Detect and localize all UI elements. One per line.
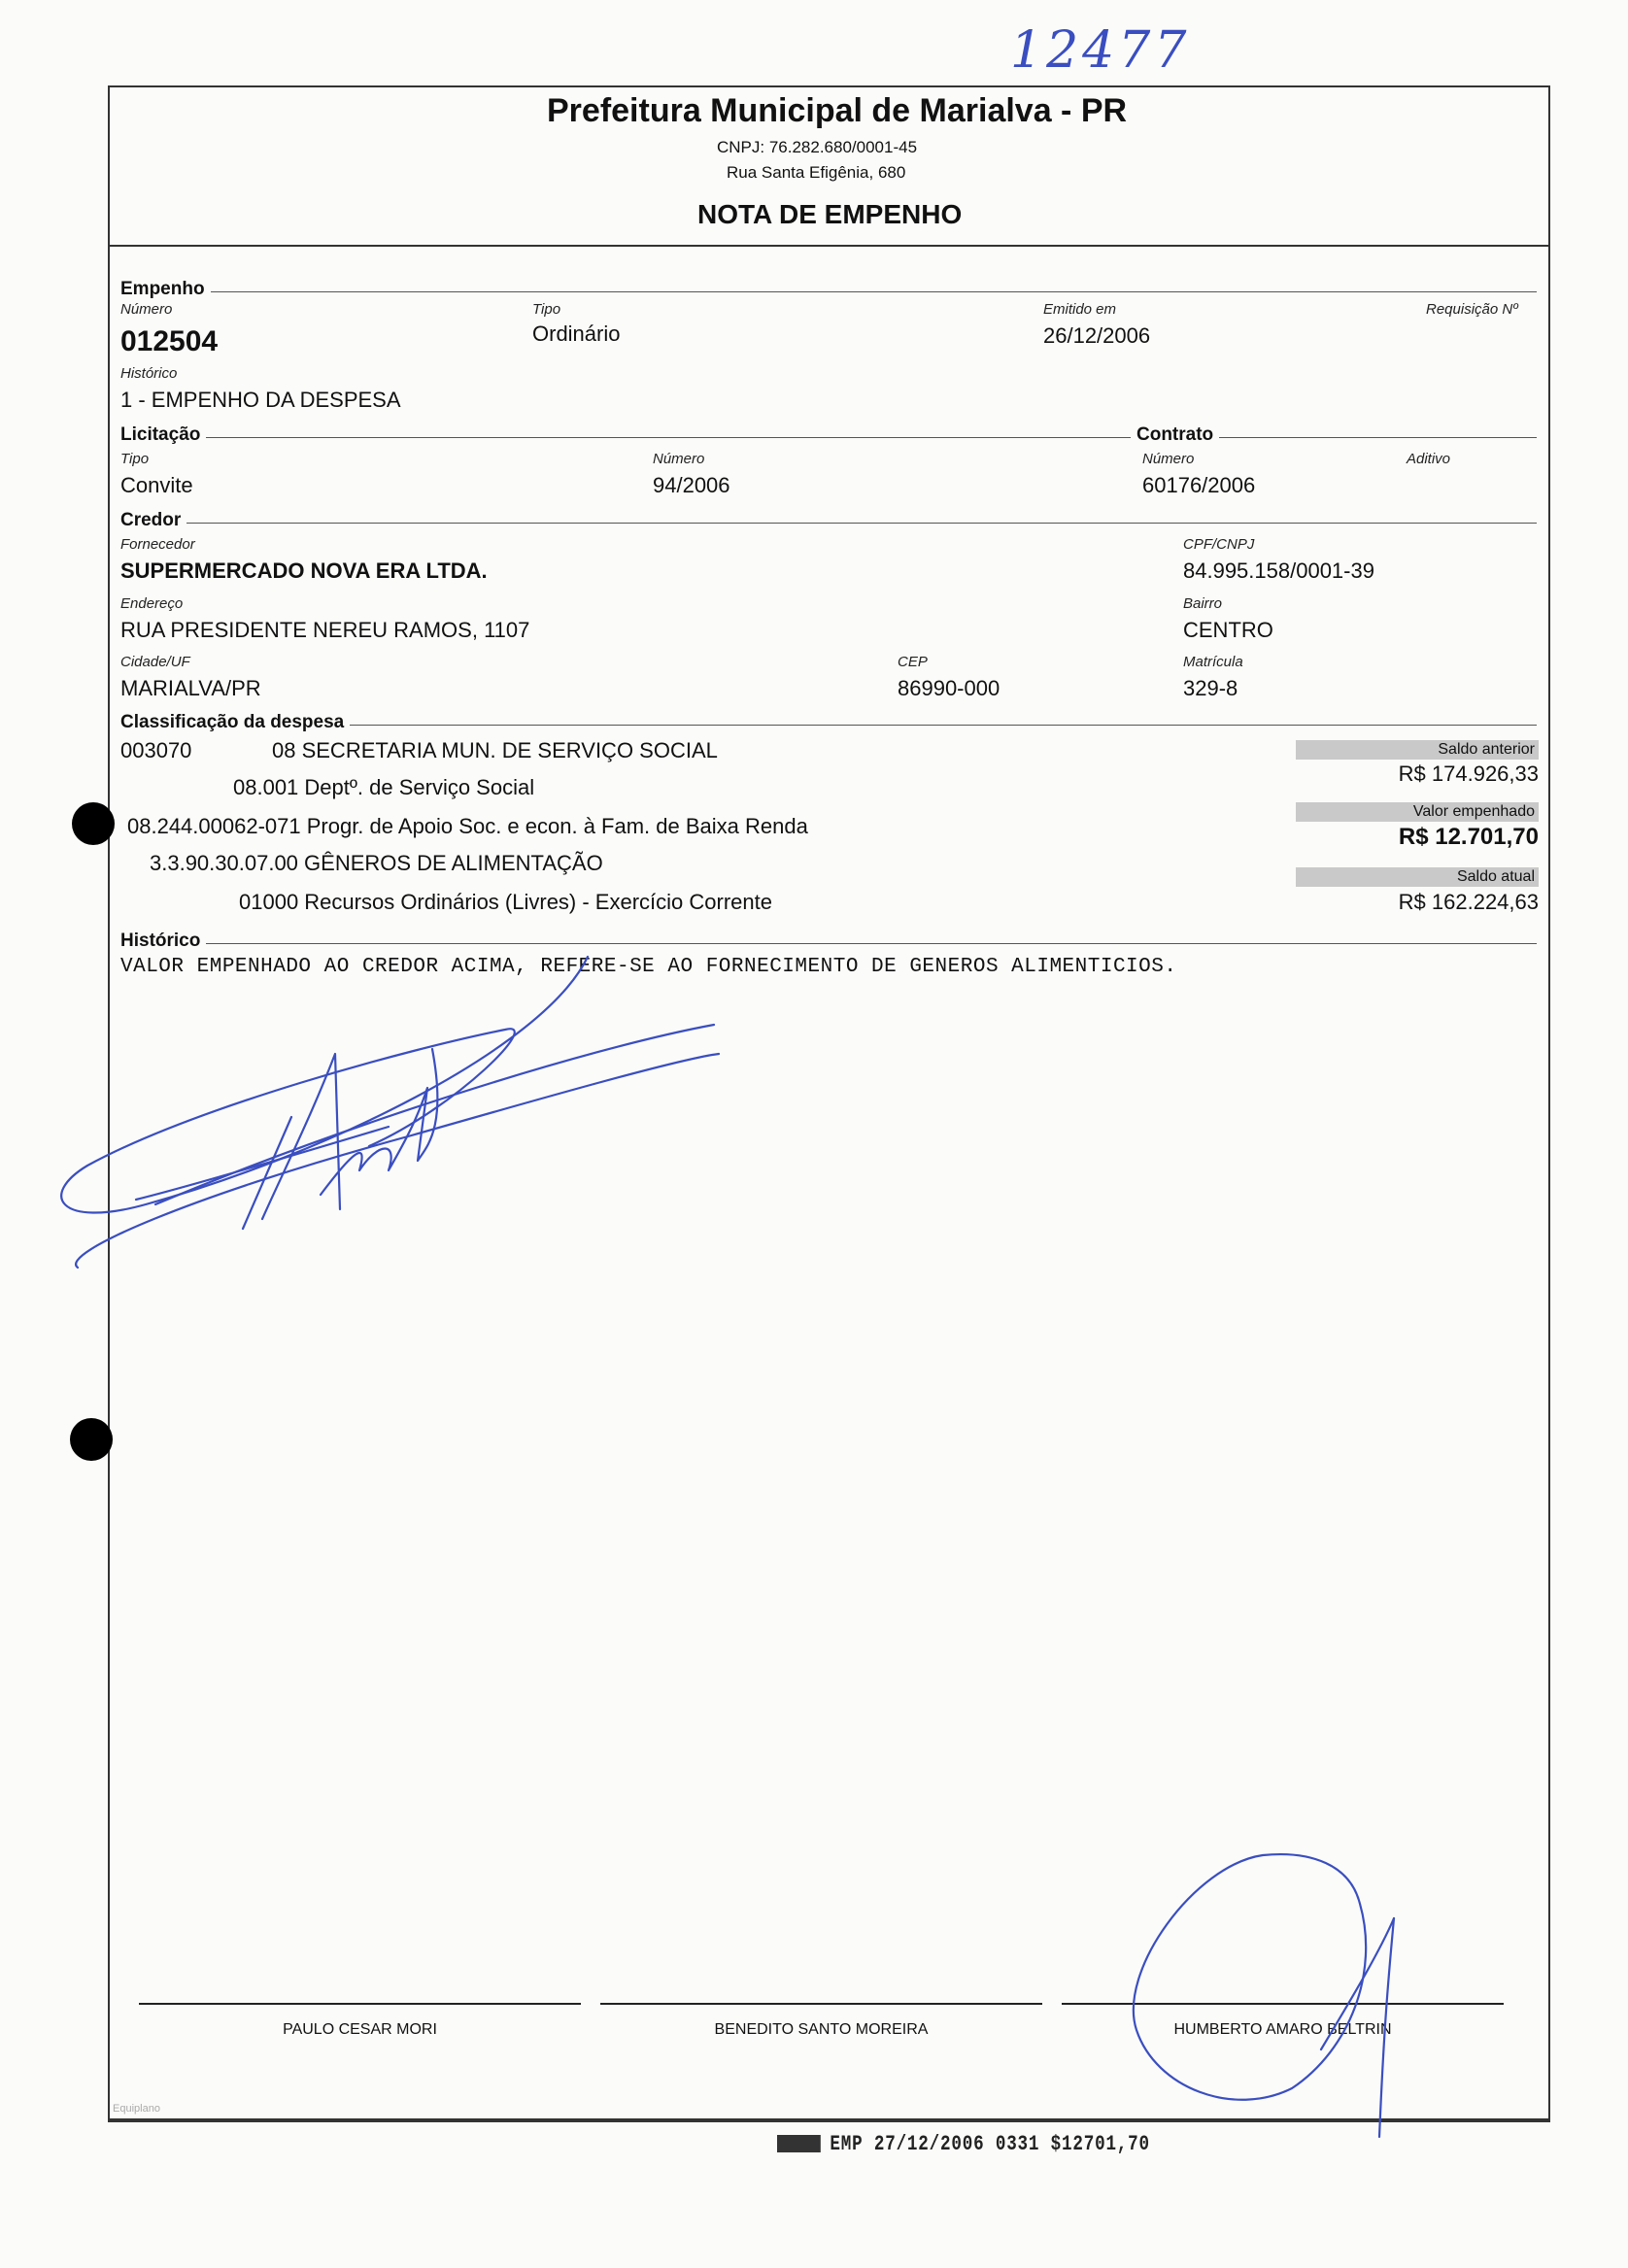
org-cnpj: CNPJ: 76.282.680/0001-45 (717, 138, 918, 156)
contrato-aditivo-label: Aditivo (1407, 451, 1451, 467)
credor-endereco-label: Endereço (120, 595, 184, 612)
saldo-anterior-value: R$ 174.926,33 (1398, 762, 1539, 786)
classificacao-line: 08.001 Deptº. de Serviço Social (233, 775, 535, 799)
historico-section-title: Histórico (120, 931, 206, 952)
licitacao-tipo-label: Tipo (120, 451, 150, 467)
classificacao-line: 3.3.90.30.07.00 GÊNEROS DE ALIMENTAÇÃO (150, 851, 603, 875)
valor-empenhado-label: Valor empenhado (1296, 802, 1539, 822)
classificacao-line: 08.244.00062-071 Progr. de Apoio Soc. e econ. à Fam. de Baixa Renda (127, 814, 808, 838)
empenho-tipo-label: Tipo (532, 301, 561, 318)
footer-stamp (777, 2132, 1150, 2156)
contrato-section-title: Contrato (1131, 424, 1219, 446)
credor-endereco: RUA PRESIDENTE NEREU RAMOS, 1107 (120, 618, 530, 642)
empenho-historico: 1 - EMPENHO DA DESPESA (120, 388, 401, 412)
saldo-atual-value: R$ 162.224,63 (1398, 890, 1539, 914)
credor-cidade-label: Cidade/UF (120, 654, 190, 670)
document-title: NOTA DE EMPENHO (697, 199, 963, 229)
historico-text: VALOR EMPENHADO AO CREDOR ACIMA, REFERE-SE AO FORNECIMENTO DE GENEROS ALIMENTICIOS. (120, 956, 1177, 978)
credor-bairro: CENTRO (1183, 618, 1273, 642)
empenho-emitido-label: Emitido em (1043, 301, 1117, 318)
licitacao-numero: 94/2006 (653, 473, 730, 497)
contrato-numero-label: Número (1142, 451, 1195, 467)
credor-matricula-label: Matrícula (1183, 654, 1243, 670)
empenho-emitido: 26/12/2006 (1043, 323, 1151, 348)
org-name: Prefeitura Municipal de Marialva - PR (547, 92, 1128, 129)
signatory-name: BENEDITO SANTO MOREIRA (714, 2021, 929, 2038)
credor-cep: 86990-000 (898, 676, 1001, 700)
classificacao-section-title: Classificação da despesa (120, 712, 350, 733)
faint-footnote: Equiplano (113, 2103, 160, 2115)
handwritten-number: 12477 (1010, 21, 1191, 80)
classificacao-line: 01000 Recursos Ordinários (Livres) - Exercício Corrente (239, 890, 772, 914)
credor-fornecedor-label: Fornecedor (120, 536, 195, 553)
stamp-logo (777, 2135, 821, 2152)
signatory-name: PAULO CESAR MORI (283, 2021, 437, 2038)
licitacao-numero-label: Número (653, 451, 705, 467)
empenho-section-title: Empenho (120, 279, 211, 300)
credor-fornecedor: SUPERMERCADO NOVA ERA LTDA. (120, 559, 488, 583)
credor-cidade: MARIALVA/PR (120, 676, 261, 700)
signatory-name: HUMBERTO AMARO BELTRIN (1173, 2021, 1392, 2038)
credor-cpf: 84.995.158/0001-39 (1183, 559, 1374, 583)
empenho-numero-label: Número (120, 301, 173, 318)
empenho-historico-label: Histórico (120, 365, 178, 382)
contrato-numero: 60176/2006 (1142, 473, 1256, 497)
classificacao-line: 003070 (120, 738, 192, 762)
valor-empenhado-value: R$ 12.701,70 (1398, 824, 1539, 850)
saldo-atual-label: Saldo atual (1296, 867, 1539, 887)
credor-cep-label: CEP (898, 654, 928, 670)
stamp-text: EMP 27/12/2006 0331 $12701,70 (830, 2132, 1150, 2156)
licitacao-section-title: Licitação (120, 424, 206, 446)
credor-section-title: Credor (120, 510, 187, 531)
credor-cpf-label: CPF/CNPJ (1183, 536, 1255, 553)
empenho-tipo: Ordinário (532, 322, 621, 346)
credor-bairro-label: Bairro (1183, 595, 1223, 612)
licitacao-tipo: Convite (120, 473, 193, 497)
classificacao-line: 08 SECRETARIA MUN. DE SERVIÇO SOCIAL (272, 738, 718, 762)
credor-matricula: 329-8 (1183, 676, 1238, 700)
saldo-anterior-label: Saldo anterior (1296, 740, 1539, 760)
empenho-numero: 012504 (120, 325, 219, 357)
empenho-requisicao-label: Requisição Nº (1426, 301, 1518, 318)
org-address: Rua Santa Efigênia, 680 (727, 163, 906, 182)
